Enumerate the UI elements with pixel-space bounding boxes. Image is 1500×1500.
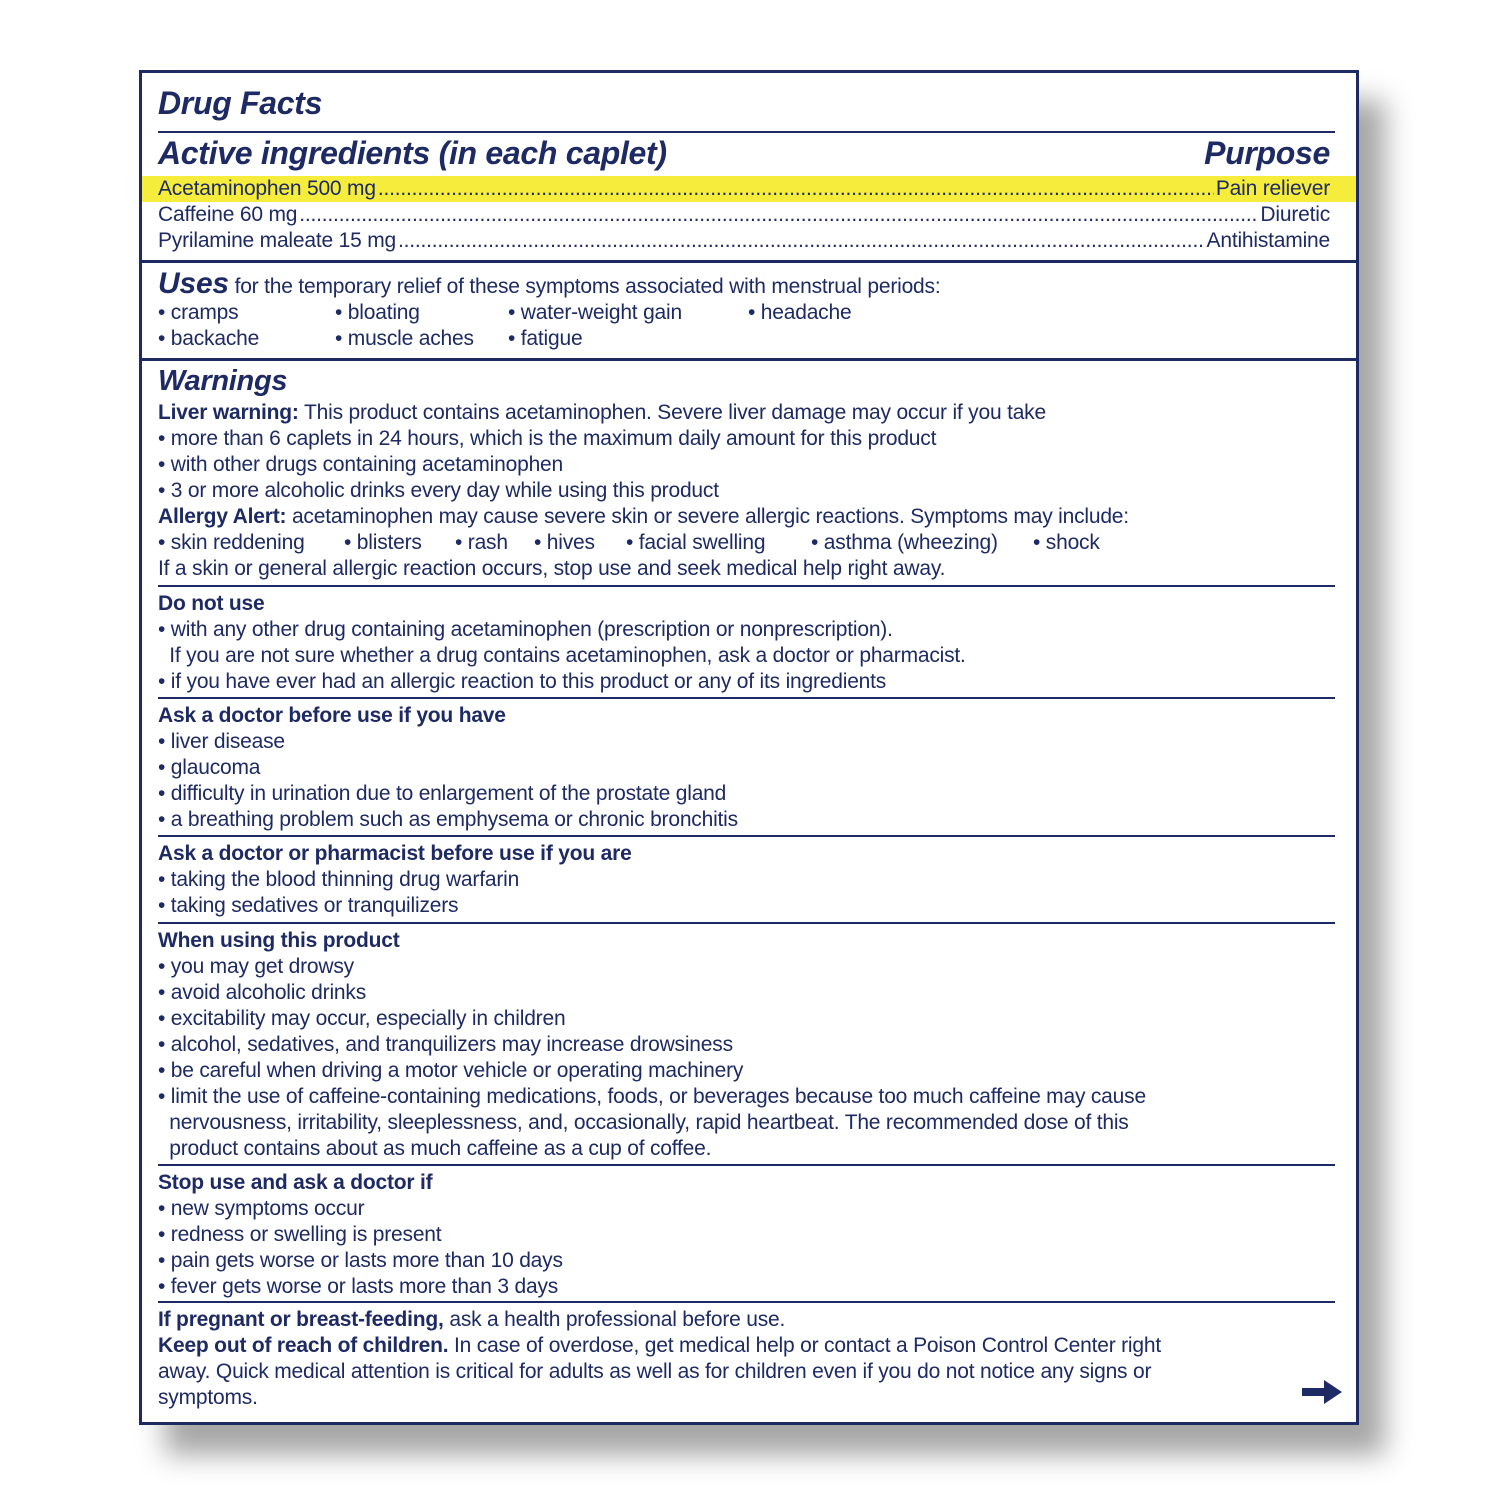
list-item: • liver disease [158, 730, 285, 753]
list-item: • avoid alcoholic drinks [158, 981, 366, 1004]
ingredient-purpose: Pain reliever [1215, 177, 1330, 200]
ask-pharmacist-heading: Ask a doctor or pharmacist before use if you are [158, 842, 632, 865]
allergy-alert-text: acetaminophen may cause severe skin or severe allergic reactions. Symptoms may include: [291, 505, 1129, 528]
list-item: • taking sedatives or tranquilizers [158, 894, 459, 917]
keep-out-text: In case of overdose, get medical help or contact a Poison Control Center right [454, 1334, 1161, 1357]
ingredient-purpose: Diuretic [1260, 203, 1330, 226]
list-item: product contains about as much caffeine as a cup of coffee. [158, 1137, 712, 1160]
symptom-item: • blisters [344, 531, 422, 554]
list-item: • be careful when driving a motor vehicle or operating machinery [158, 1059, 744, 1082]
subsection-rule [158, 697, 1335, 699]
subsection-rule [158, 922, 1335, 924]
arrow-right-icon [1302, 1380, 1342, 1404]
uses-intro: for the temporary relief of these symptoms associated with menstrual periods: [234, 275, 941, 298]
list-item: • alcohol, sedatives, and tranquilizers may increase drowsiness [158, 1033, 733, 1056]
keep-out-label: Keep out of reach of children. [158, 1334, 449, 1357]
list-item: • limit the use of caffeine-containing medications, foods, or beverages because too much caffeine may cause [158, 1085, 1146, 1108]
subsection-rule [158, 585, 1335, 587]
allergy-alert-label: Allergy Alert: [158, 505, 287, 528]
list-item: If you are not sure whether a drug contains acetaminophen, ask a doctor or pharmacist. [158, 644, 966, 667]
active-ingredients-heading: Active ingredients (in each caplet) [158, 135, 667, 171]
subsection-rule [158, 1301, 1335, 1303]
symptom-item: • shock [1033, 531, 1100, 554]
ingredient-name: Pyrilamine maleate 15 mg [158, 229, 396, 252]
subsection-rule [158, 835, 1335, 837]
list-item: • more than 6 caplets in 24 hours, which is the maximum daily amount for this product [158, 427, 937, 450]
when-using-heading: When using this product [158, 929, 400, 952]
pregnant-text: ask a health professional before use. [449, 1308, 786, 1331]
dot-leader [299, 202, 1258, 228]
pregnant-line [158, 1307, 1330, 1333]
symptom-item: • rash [455, 531, 508, 554]
ingredient-name: Caffeine 60 mg [158, 203, 298, 226]
ingredient-purpose: Antihistamine [1206, 229, 1330, 252]
list-item: nervousness, irritability, sleeplessness, and, occasionally, rapid heartbeat. The recommended dose of this [158, 1111, 1129, 1134]
keep-out-text-3: symptoms. [158, 1386, 258, 1409]
warnings-heading: Warnings [158, 365, 288, 397]
use-item: • bloating [335, 301, 420, 324]
uses-row-1 [158, 300, 1330, 326]
section-divider [142, 260, 1356, 263]
pregnant-label: If pregnant or breast-feeding, [158, 1308, 444, 1331]
use-item: • muscle aches [335, 327, 474, 350]
use-item: • fatigue [508, 327, 583, 350]
dot-leader [398, 228, 1205, 254]
list-item: • fever gets worse or lasts more than 3 days [158, 1275, 559, 1298]
list-item: • taking the blood thinning drug warfarin [158, 868, 520, 891]
ingredient-name: Acetaminophen 500 mg [158, 177, 376, 200]
ask-doctor-heading: Ask a doctor before use if you have [158, 704, 506, 727]
section-divider [142, 358, 1356, 361]
allergy-alert [158, 504, 1330, 530]
uses-heading: Uses [158, 267, 229, 300]
list-item: • you may get drowsy [158, 955, 354, 978]
list-item: • 3 or more alcoholic drinks every day while using this product [158, 479, 719, 502]
symptom-item: • skin reddening [158, 531, 305, 554]
uses-intro-line [158, 267, 1330, 300]
liver-warning-text: This product contains acetaminophen. Severe liver damage may occur if you take [304, 401, 1046, 424]
keep-out-line [158, 1333, 1330, 1359]
uses-row-2 [158, 326, 1330, 352]
list-item: • with other drugs containing acetaminophen [158, 453, 564, 476]
drug-facts-title: Drug Facts [158, 85, 323, 121]
drug-facts-panel [139, 70, 1359, 1425]
list-item: • new symptoms occur [158, 1197, 365, 1220]
liver-warning [158, 400, 1330, 426]
allergy-symptoms [158, 530, 1330, 556]
ingredient-row-pyrilamine [158, 228, 1330, 254]
allergy-footer: If a skin or general allergic reaction occurs, stop use and seek medical help right away. [158, 557, 946, 580]
subsection-rule [158, 1164, 1335, 1166]
list-item: • pain gets worse or lasts more than 10 days [158, 1249, 563, 1272]
list-item: • redness or swelling is present [158, 1223, 442, 1246]
ingredient-row-acetaminophen [142, 176, 1356, 202]
use-item: • cramps [158, 301, 239, 324]
ingredient-row-caffeine [158, 202, 1330, 228]
title-rule [158, 131, 1335, 133]
do-not-use-heading: Do not use [158, 592, 265, 615]
list-item: • if you have ever had an allergic reaction to this product or any of its ingredients [158, 670, 887, 693]
dot-leader [378, 176, 1214, 202]
list-item: • with any other drug containing acetaminophen (prescription or nonprescription). [158, 618, 893, 641]
symptom-item: • facial swelling [626, 531, 766, 554]
use-item: • backache [158, 327, 260, 350]
list-item: • a breathing problem such as emphysema or chronic bronchitis [158, 808, 738, 831]
stop-use-heading: Stop use and ask a doctor if [158, 1171, 433, 1194]
purpose-heading: Purpose [1204, 135, 1330, 171]
list-item: • excitability may occur, especially in children [158, 1007, 566, 1030]
liver-warning-label: Liver warning: [158, 401, 299, 424]
symptom-item: • asthma (wheezing) [811, 531, 998, 554]
symptom-item: • hives [534, 531, 595, 554]
use-item: • headache [748, 301, 852, 324]
use-item: • water-weight gain [508, 301, 682, 324]
keep-out-text-2: away. Quick medical attention is critical for adults as well as for children even if you do not notice any signs or [158, 1360, 1152, 1383]
list-item: • glaucoma [158, 756, 261, 779]
list-item: • difficulty in urination due to enlargement of the prostate gland [158, 782, 727, 805]
